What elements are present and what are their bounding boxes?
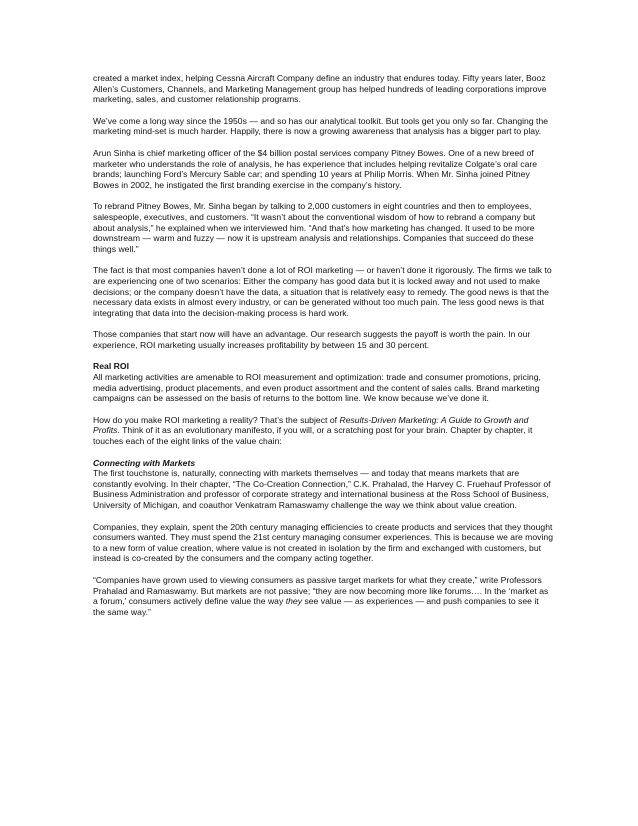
paragraph-how-to-make-roi-a: How do you make ROI marketing a reality? That’s the subject of <box>93 414 340 425</box>
paragraph-how-to-make-roi-b: . Think of it as an evolutionary manifesto, if you will, or a scratching post for your brain. Chapter by chapter, it touches each of the eight links of the value chain: <box>93 425 533 447</box>
paragraph-passive-markets-quote-a: “Companies have grown used to viewing consumers as passive target markets for what they create,” write Professors Prahalad and Ramaswamy. But markets are not passive; “they are now becoming more like forums…. In the ‘market as a forum,’ consumers actively define value the way <box>93 574 549 607</box>
paragraph-passive-markets-quote <box>93 575 553 617</box>
paragraph-real-roi-body: All marketing activities are amenable to ROI measurement and optimization: trade and consumer promotions, pricing, media advertising, product placements, and even product assortment and the content of sales calls. Brand marketing campaigns can be assessed on the basis of returns to the bottom line. We know because we’ve done it. <box>93 372 541 404</box>
paragraph-companies-20th-century: Companies, they explain, spent the 20th century managing efficiencies to create products and services that they thought consumers wanted. They must spend the 21st century managing consumer experiences. This is because we are moving to a new form of value creation, where value is not created in isolation by the firm and exchanged with customers, but instead is co-created by the consumers and the company acting together. <box>93 521 553 564</box>
document-page <box>93 73 553 628</box>
paragraph-analytical-toolkit: We’ve come a long way since the 1950s — and so has our analytical toolkit. But tools get you only so far. Changing the marketing mind-set is much harder. Happily, there is now a growing awareness that analysis has a bigger part to play. <box>93 115 549 137</box>
emphasis-they: they <box>285 596 303 607</box>
paragraph-rebrand-pitney-bowes: To rebrand Pitney Bowes, Mr. Sinha began by talking to 2,000 customers in eight countries and then to employees, salespeople, executives, and customers. “It wasn’t about the conventional wisdom of how to rebrand a company but about analysis,” he explained when we interviewed him. “And that’s how marketing has changed. It used to be more downstream — warm and fuzzy — now it is upstream analysis and relationships. Companies that succeed do these things well.” <box>93 201 536 254</box>
heading-connecting-with-markets: Connecting with Markets <box>93 457 196 468</box>
section-real-roi <box>93 361 553 403</box>
paragraph-how-to-make-roi <box>93 415 553 447</box>
paragraph-roi-marketing-fact: The fact is that most companies haven’t done a lot of ROI marketing — or haven’t done it rigorously. The firms we talk to are experiencing one of two scenarios: Either the company has good data but it is locked away and not used to make decisions; or the company doesn’t have the data, a situation that is relatively easy to remedy. The good news is that the necessary data exists in almost every industry, or can be generated without too much pain. The less good news is that integrating that data into the decision-making process is hard work. <box>93 265 552 318</box>
paragraph-start-now: Those companies that start now will have an advantage. Our research suggests the payoff is worth the pain. In our experience, ROI marketing usually increases profitability by between 15 and 30 percent. <box>93 329 531 350</box>
paragraph-passive-markets-quote-b: see value — as experiences — and push companies to see it the same way.” <box>93 596 539 617</box>
book-title: Results-Driven Marketing: A Guide to Growth and Profits <box>93 414 529 436</box>
paragraph-first-touchstone: The first touchstone is, naturally, connecting with markets themselves — and today that means markets that are constantly evolving. In their chapter, “The Co-Creation Connection,” C.K. Prahalad, the Harvey C. Fruehauf Professor of Business Administration and professor of corporate strategy and international business at the Ross School of Business, University of Michigan, and coauthor Venkatram Ramaswamy challenge the way we think about value creation. <box>93 468 551 510</box>
section-connecting-with-markets <box>93 458 553 511</box>
paragraph-market-index: created a market index, helping Cessna Aircraft Company define an industry that endures today. Fifty years later, Booz Allen’s Customers, Channels, and Marketing Management group has helped hundreds of leading corporations improve marketing, sales, and customer relationship programs. <box>93 73 547 105</box>
heading-real-roi: Real ROI <box>93 361 129 372</box>
paragraph-arun-sinha: Arun Sinha is chief marketing officer of the $4 billion postal services company Pitney Bowes. One of a new breed of marketer who understands the role of analysis, he has experience that includes helping revitalize Colgate’s oral care brands; launching Ford’s Mercury Sable car; and spending 10 years at Philip Morris. When Mr. Sinha joined Pitney Bowes in 2002, he instigated the first branding exercise in the company’s history. <box>93 147 538 190</box>
